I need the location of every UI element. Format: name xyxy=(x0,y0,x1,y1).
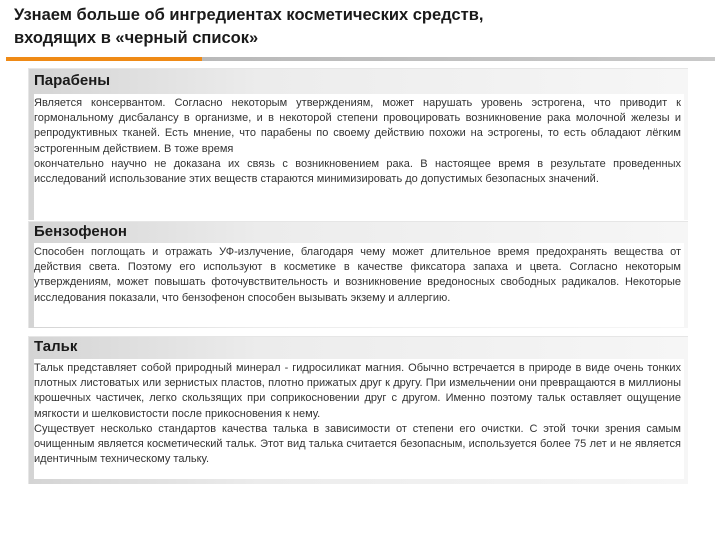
page-title-line-1: Узнаем больше об ингредиентах косметических средств, xyxy=(14,6,484,24)
section-body xyxy=(34,243,684,327)
section-paragraph: Тальк представляет собой природный минерал - гидросиликат магния. Обычно встречается в природе в виде очень тонких плотных листоватых или зернистых пластов, плотно прижатых друг к другу. При измельчении они превращаются в миллионы крошечных частичек, легко скользящих при соприкосновении друг с другом. Именно поэтому тальк оставляет ощущение мягкости и шелковистости после прикосновения к нему. xyxy=(34,362,681,420)
section-body xyxy=(34,94,684,220)
section-paragraph: Существует несколько стандартов качества талька в зависимости от степени его очистки. С этой точки зрения самым очищенным является косметический тальк. Этот вид талька считается безопасным, используется более 75 лет и не является идентичным техническому тальку. xyxy=(34,422,681,466)
section-talc xyxy=(28,336,688,484)
section-parabens xyxy=(28,68,688,220)
section-heading: Парабены xyxy=(34,72,111,89)
section-paragraph: Является консервантом. Согласно некоторым утверждениям, может нарушать уровень эстрогена, что приводит к гормональному дисбалансу в организме, и в некоторой степени провоцировать возникновение рака молочной железы и репродуктивных тканей. Есть мнение, что парабены по своему действию похожи на эстрогены, то есть обладают лёгким эстрогенным действием. В тоже время xyxy=(34,97,681,155)
section-heading: Тальк xyxy=(34,338,78,355)
section-paragraph: Способен поглощать и отражать УФ-излучение, благодаря чему может длительное время предохранять вещества от действия света. Поэтому его используют в косметике в качестве фиксатора запаха и цвета. Согласно некоторым утверждениям, может повышать фоточувствительность и возникновение вредоносных свободных радикалов. Некоторые исследования показали, что бензофенон способен вызывать экзему и аллергию. xyxy=(34,246,681,304)
page-title xyxy=(14,4,704,50)
section-heading: Бензофенон xyxy=(34,223,127,240)
section-benzophenone xyxy=(28,221,688,328)
page-title-line-2: входящих в «черный список» xyxy=(14,29,259,47)
title-underline-bar xyxy=(6,57,715,61)
section-paragraph: окончательно научно не доказана их связь с возникновением рака. В настоящее время в результате проведенных исследований использование этих веществ стараются минимизировать до допустимых безопасных значений. xyxy=(34,157,681,186)
section-body xyxy=(34,359,684,479)
